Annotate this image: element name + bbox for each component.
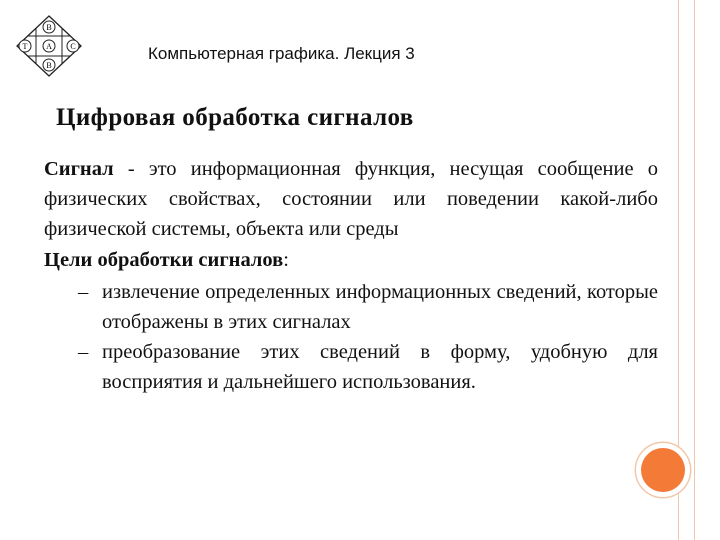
logo-letter-left: Т: [22, 42, 28, 51]
goals-list: [44, 277, 658, 397]
goal-text: извлечение определенных информационных сведений, которые отображены в этих сигналах: [102, 281, 658, 333]
goal-text: преобразование этих сведений в форму, удобную для восприятия и дальнейшего использования.: [102, 341, 658, 393]
goals-label: Цели обработки сигналов: [44, 249, 284, 271]
definition-text: - это информационная функция, несущая сообщение о физических свойствах, состоянии или поведении какой-либо физической системы, объекта или среды: [44, 158, 658, 240]
course-logo: [14, 14, 84, 78]
goals-heading: [44, 245, 658, 275]
list-item: [44, 337, 658, 397]
list-item: [44, 277, 658, 337]
logo-letter-right: С: [70, 42, 76, 51]
dash-bullet: –: [78, 341, 89, 363]
slide-header: Компьютерная графика. Лекция 3: [148, 44, 415, 63]
slide-body: [44, 154, 658, 397]
goals-colon: :: [283, 249, 289, 271]
definition-paragraph: [44, 154, 658, 244]
decorative-orange-circle: [641, 448, 685, 492]
dash-bullet: –: [78, 281, 89, 303]
logo-letter-bottom: В: [46, 61, 52, 70]
logo-letter-top: В: [46, 23, 52, 32]
logo-letter-center: А: [46, 42, 52, 51]
definition-term: Сигнал: [44, 158, 114, 180]
slide-title: Цифровая обработка сигналов: [56, 104, 414, 131]
decorative-line-right: [694, 0, 695, 540]
